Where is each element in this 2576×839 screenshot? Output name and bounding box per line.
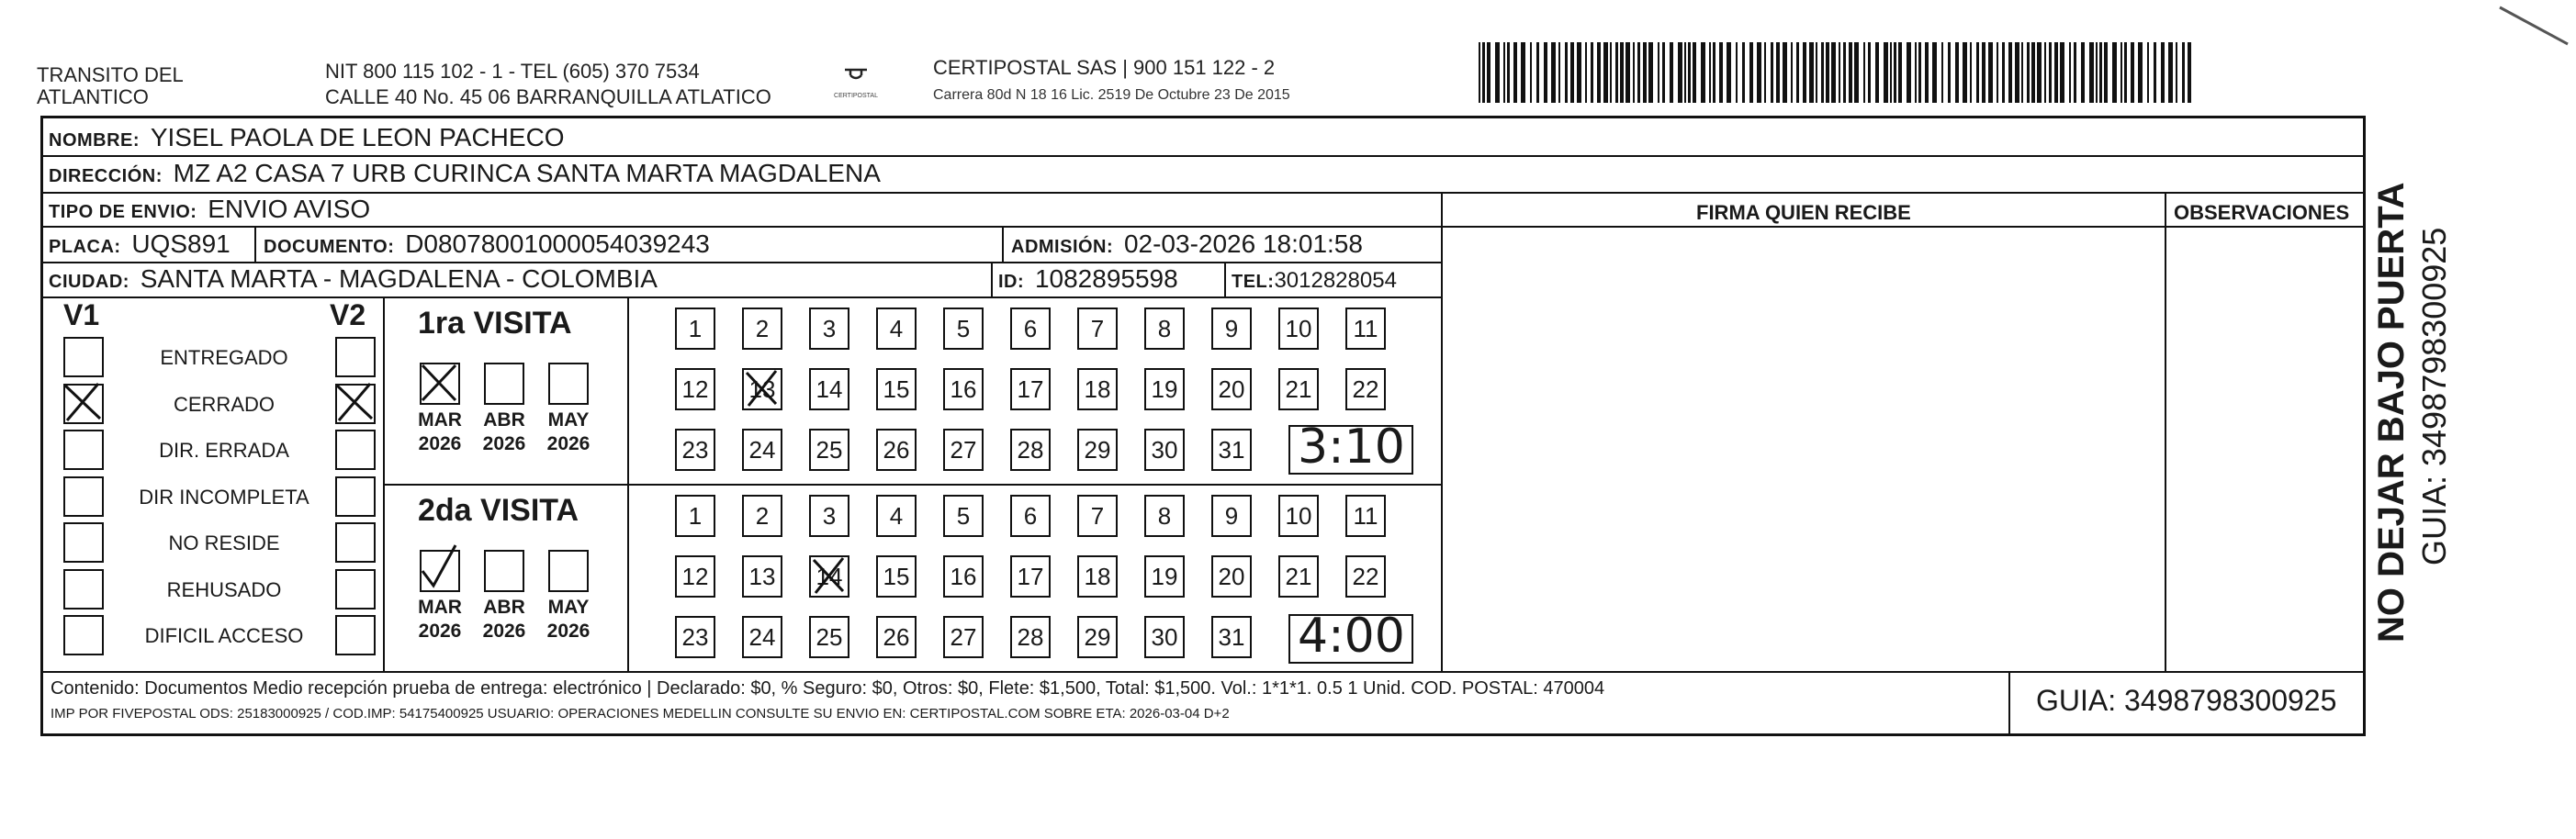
day-box[interactable]: 8 [1144, 495, 1185, 537]
v2-checkbox[interactable] [335, 476, 376, 517]
status-label: DIR INCOMPLETA [139, 485, 309, 509]
month-name: ABR [483, 597, 525, 618]
day-box[interactable]: 29 [1077, 429, 1118, 471]
ciudad-label: CIUDAD: [49, 272, 129, 292]
x-mark-icon [419, 362, 459, 404]
placa-row [49, 229, 231, 263]
day-box[interactable]: 1 [675, 495, 715, 537]
agency-name [37, 64, 184, 108]
day-box[interactable]: 21 [1278, 555, 1319, 598]
check-mark-icon [419, 549, 459, 591]
day-box[interactable]: 18 [1077, 368, 1118, 410]
day-box[interactable]: 25 [809, 616, 849, 658]
day-box[interactable]: 30 [1144, 429, 1185, 471]
nombre-value: YISEL PAOLA DE LEON PACHECO [150, 123, 565, 151]
month-label [408, 596, 472, 643]
month-year: 2026 [418, 433, 462, 454]
month-year: 2026 [546, 621, 591, 642]
day-box[interactable]: 21 [1278, 368, 1319, 410]
admision-value: 02-03-2026 18:01:58 [1123, 229, 1363, 258]
v2-checkbox[interactable] [335, 615, 376, 655]
certipostal-logo-icon [834, 61, 878, 107]
v1-checkbox[interactable] [63, 615, 104, 655]
day-box[interactable]: 17 [1010, 368, 1051, 410]
day-box[interactable]: 2 [742, 308, 782, 350]
ciudad-row [49, 263, 658, 297]
courier-address: Carrera 80d N 18 16 Lic. 2519 De Octubre 23 De 2015 [933, 87, 1290, 103]
firma-label: FIRMA QUIEN RECIBE [1696, 201, 1911, 224]
day-box[interactable]: 31 [1211, 616, 1252, 658]
day-box[interactable]: 31 [1211, 429, 1252, 471]
v2-checkbox[interactable] [335, 337, 376, 377]
month-label [472, 408, 536, 456]
id-value: 1082895598 [1034, 264, 1178, 293]
placa-value: UQS891 [131, 229, 231, 258]
barcode-icon [1479, 42, 2195, 107]
v1-label: V1 [63, 298, 100, 331]
day-box[interactable]: 6 [1010, 308, 1051, 350]
v1-checkbox[interactable] [63, 476, 104, 517]
day-box[interactable]: 18 [1077, 555, 1118, 598]
tipo-row [49, 194, 370, 228]
day-box[interactable]: 24 [742, 616, 782, 658]
month-year: 2026 [418, 621, 462, 642]
day-box[interactable]: 11 [1345, 308, 1386, 350]
v2-checkbox[interactable] [335, 430, 376, 470]
side-notice: NO DEJAR BAJO PUERTA [2371, 182, 2412, 643]
day-box[interactable]: 7 [1077, 308, 1118, 350]
x-mark-icon [62, 382, 102, 422]
v2-label: V2 [330, 298, 366, 331]
month-label [472, 596, 536, 643]
day-box[interactable]: 1 [675, 308, 715, 350]
side-guia: GUIA: 3498798300925 [2415, 227, 2453, 565]
v2-checkbox[interactable] [335, 384, 376, 424]
day-box[interactable]: 26 [876, 616, 917, 658]
svg-text:CERTIPOSTAL: CERTIPOSTAL [834, 93, 878, 99]
v1-checkbox[interactable] [63, 569, 104, 610]
delivery-form [40, 116, 2366, 736]
day-box[interactable]: 26 [876, 429, 917, 471]
status-label: DIR. ERRADA [159, 439, 289, 462]
tipo-label: TIPO DE ENVIO: [49, 202, 197, 222]
day-box[interactable]: 3 [809, 308, 849, 350]
day-box[interactable]: 5 [943, 308, 984, 350]
tipo-value: ENVIO AVISO [208, 195, 371, 223]
id-row [998, 263, 1178, 297]
admision-label: ADMISIÓN: [1011, 237, 1114, 257]
v1-checkbox[interactable] [63, 384, 104, 424]
day-box[interactable]: 3 [809, 495, 849, 537]
documento-row [264, 229, 710, 263]
nombre-label: NOMBRE: [49, 130, 141, 151]
ciudad-value: SANTA MARTA - MAGDALENA - COLOMBIA [140, 264, 658, 293]
day-box[interactable]: 14 [809, 368, 849, 410]
day-box[interactable]: 9 [1211, 308, 1252, 350]
v2-checkbox[interactable] [335, 569, 376, 610]
month-checkbox[interactable] [484, 363, 524, 405]
observaciones-label: OBSERVACIONES [2174, 201, 2350, 224]
direccion-value: MZ A2 CASA 7 URB CURINCA SANTA MARTA MAGDALENA [173, 159, 881, 187]
placa-label: PLACA: [49, 237, 121, 257]
status-label: REHUSADO [166, 577, 282, 601]
month-checkbox[interactable] [420, 550, 460, 592]
day-box[interactable]: 23 [675, 429, 715, 471]
x-mark-icon [808, 554, 849, 597]
courier-info [933, 57, 1290, 106]
month-year: 2026 [546, 433, 591, 454]
day-box[interactable]: 2 [742, 495, 782, 537]
day-box[interactable]: 6 [1010, 495, 1051, 537]
day-box[interactable]: 7 [1077, 495, 1118, 537]
day-box[interactable]: 12 [675, 368, 715, 410]
nombre-row [49, 122, 565, 156]
first-visit-title: 1ra VISITA [418, 306, 572, 341]
courier-name: CERTIPOSTAL SAS | 900 151 122 - 2 [933, 56, 1276, 79]
day-box[interactable]: 25 [809, 429, 849, 471]
x-mark-icon [333, 382, 374, 422]
day-box[interactable]: 10 [1278, 308, 1319, 350]
status-label: NO RESIDE [168, 531, 280, 554]
day-box[interactable]: 8 [1144, 308, 1185, 350]
corner-mark-icon [2498, 4, 2571, 50]
day-box[interactable]: 27 [943, 429, 984, 471]
month-checkbox[interactable] [420, 363, 460, 405]
month-label [408, 408, 472, 456]
day-box[interactable]: 10 [1278, 495, 1319, 537]
day-box[interactable]: 12 [675, 555, 715, 598]
v1-checkbox[interactable] [63, 430, 104, 470]
month-name: MAR [418, 409, 462, 431]
tel-value: 3012828054 [1274, 268, 1397, 293]
status-label: CERRADO [173, 392, 275, 416]
second-visit-title: 2da VISITA [418, 493, 579, 528]
day-box[interactable]: 4 [876, 495, 917, 537]
documento-value: D08078001000054039243 [405, 229, 710, 258]
day-box[interactable]: 17 [1010, 555, 1051, 598]
first-visit-time: 3:10 [1298, 420, 1405, 475]
month-name: MAY [547, 409, 590, 431]
admision-row [1011, 229, 1363, 263]
month-name: MAR [418, 597, 462, 618]
second-visit-time: 4:00 [1298, 609, 1405, 664]
month-label [536, 596, 601, 643]
day-box[interactable]: 24 [742, 429, 782, 471]
day-box[interactable]: 4 [876, 308, 917, 350]
day-box[interactable]: 14 [809, 555, 849, 598]
documento-label: DOCUMENTO: [264, 237, 395, 257]
tel-row [1232, 263, 1397, 297]
day-box[interactable]: 22 [1345, 368, 1386, 410]
month-name: MAY [547, 597, 590, 618]
x-mark-icon [741, 367, 782, 409]
day-box[interactable]: 23 [675, 616, 715, 658]
agency-line2: ATLANTICO [37, 85, 149, 108]
day-box[interactable]: 19 [1144, 368, 1185, 410]
day-box[interactable]: 13 [742, 555, 782, 598]
second-time-box [1288, 609, 1413, 664]
day-box[interactable]: 27 [943, 616, 984, 658]
day-box[interactable]: 20 [1211, 555, 1252, 598]
first-time-box [1288, 420, 1413, 475]
day-box[interactable]: 5 [943, 495, 984, 537]
day-box[interactable]: 30 [1144, 616, 1185, 658]
day-box[interactable]: 19 [1144, 555, 1185, 598]
day-box[interactable]: 22 [1345, 555, 1386, 598]
day-box[interactable]: 15 [876, 368, 917, 410]
direccion-label: DIRECCIÓN: [49, 166, 163, 186]
day-box[interactable]: 16 [943, 368, 984, 410]
tel-label: TEL: [1232, 272, 1275, 292]
day-box[interactable]: 28 [1010, 429, 1051, 471]
footer-imp: IMP POR FIVEPOSTAL ODS: 25183000925 / COD.IMP: 54175400925 USUARIO: OPERACIONES MEDELLIN CONSULTE SU ENVIO EN: CERTIPOSTAL.COM SOBRE ETA: 2026-03-04 D+2 [51, 706, 1230, 722]
day-box[interactable]: 15 [876, 555, 917, 598]
day-box[interactable]: 20 [1211, 368, 1252, 410]
day-box[interactable]: 11 [1345, 495, 1386, 537]
month-checkbox[interactable] [484, 550, 524, 592]
status-label: DIFICIL ACCESO [144, 624, 304, 647]
month-name: ABR [483, 409, 525, 431]
month-label [536, 408, 601, 456]
month-checkbox[interactable] [548, 550, 589, 592]
day-box[interactable]: 9 [1211, 495, 1252, 537]
day-box[interactable]: 13 [742, 368, 782, 410]
day-box[interactable]: 28 [1010, 616, 1051, 658]
day-box[interactable]: 16 [943, 555, 984, 598]
month-year: 2026 [482, 621, 526, 642]
v2-checkbox[interactable] [335, 522, 376, 563]
id-label: ID: [998, 272, 1025, 292]
month-year: 2026 [482, 433, 526, 454]
agency-address: CALLE 40 No. 45 06 BARRANQUILLA ATLATICO [325, 85, 771, 108]
agency-nit: NIT 800 115 102 - 1 - TEL (605) 370 7534 [325, 60, 700, 83]
agency-contact [325, 61, 771, 108]
status-label: ENTREGADO [160, 346, 288, 369]
direccion-row [49, 158, 881, 192]
v1-checkbox[interactable] [63, 337, 104, 377]
v1-checkbox[interactable] [63, 522, 104, 563]
day-box[interactable]: 29 [1077, 616, 1118, 658]
month-checkbox[interactable] [548, 363, 589, 405]
agency-line1: TRANSITO DEL [37, 63, 184, 86]
footer-contenido: Contenido: Documentos Medio recepción prueba de entrega: electrónico | Declarado: $0, % Seguro: $0, Otros: $0, Flete: $1,500, Total: $1,500. Vol.: 1*1*1. 0.5 1 Unid. COD. POSTAL: 470004 [51, 678, 1605, 699]
footer-guia: GUIA: 3498798300925 [2036, 684, 2337, 717]
